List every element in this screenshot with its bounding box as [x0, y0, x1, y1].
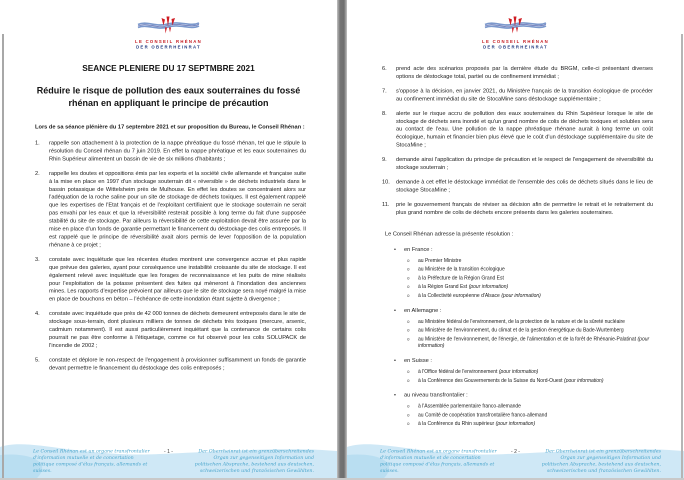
resolution-recipients-intro: Le Conseil Rhénan adresse la présente résolution : [385, 230, 514, 237]
item-text: s'oppose à la décision, en janvier 2021, du Ministère français de la transition écologique de procéder au confinement immédiat du site de StocaMine sans déstockage supplémentaire ; [396, 87, 653, 102]
recipient-group-switzerland [394, 357, 653, 384]
recipient-text: au Ministère fédéral de l'environnement, de la protection de la nature et de la sûreté nucléaire [418, 318, 625, 325]
circle-bullet-icon: o [407, 292, 410, 298]
footer-text-de: Der Oberrheinrat ist ein grenzüberschreitendes Organ zur gegenseitigen Information und politischen Absprache, bestehend aus deutschen, schweizerischen und französischen Gewählten. [194, 448, 314, 474]
recipient-entry [407, 327, 653, 334]
recipient-text: au Ministère de la transition écologique [418, 266, 505, 273]
council-logo [0, 0, 337, 50]
logo-name-fr: LE CONSEIL RHÉNAN [135, 39, 202, 44]
recipient-entry [407, 403, 653, 410]
recipient-note: (pour information) [468, 284, 509, 290]
resolution-item-2 [35, 170, 306, 250]
resolution-item-5 [35, 356, 306, 372]
recipient-text: à la Préfecture de la Région Grand Est [418, 275, 504, 281]
item-number: 5. [35, 356, 40, 363]
recipient-text: au Comité de coopération transfrontalière franco-allemand [418, 412, 548, 418]
item-number: 2. [35, 170, 40, 177]
bullet-icon: • [394, 357, 396, 364]
logo-name-de: DER OBERRHEINRAT [483, 44, 548, 50]
page-footer [0, 424, 337, 480]
circle-bullet-icon: o [407, 266, 410, 272]
resolution-item-3 [35, 256, 306, 304]
recipient-group-header [394, 307, 653, 315]
recipient-entry [407, 412, 653, 419]
logo-name-fr: LE CONSEIL RHÉNAN [482, 39, 549, 44]
circle-bullet-icon: o [407, 368, 410, 374]
region-label: au niveau transfrontalier : [404, 392, 468, 399]
recipient-group-france [394, 246, 653, 299]
item-text: constate avec inquiétude que près de 42 000 tonnes de déchets demeurent entreposés dans le site de stockage sous-terrain, dont plusieurs milliers de tonnes de déchets très toxiques (mercure, arsenic, cadmium notamment). Il est aussi particulièrement inquiétant que la contenance de certains colis pourrait ne pas être conforme à l'étiquetage, comme ce fut observé pour les colis SOLUPACK de l'incendie de 2002 ; [49, 310, 306, 349]
resolution-item-8 [382, 110, 653, 150]
footer-text-fr: Le Conseil Rhénan est un organe transfrontalier d'information mutuelle et de concertation politique composé d'élus français, allemands et suisses. [33, 448, 150, 474]
footer-text-de: Der Oberrheinrat ist ein grenzüberschreitendes Organ zur gegenseitigen Information und politischen Absprache, bestehend aus deutschen, schweizerischen und französischen Gewählten. [541, 448, 661, 474]
page-number: - 1 - [164, 449, 173, 455]
session-heading: SEANCE PLENIERE DU 17 SEPTMBRE 2021 [82, 64, 255, 73]
item-number: 7. [382, 87, 387, 94]
resolution-item-1 [35, 140, 306, 164]
item-number: 8. [382, 110, 387, 117]
recipient-entry [407, 257, 653, 264]
item-text: rappelle son attachement à la protection de la nappe phréatique du fossé rhénan, tel que le stipule la résolution du Conseil rhénan du 7 juin 2019. En effet la nappe phréatique et les eaux souterraines du Rhin Supérieur alimentent un bassin de vie de six millions d'habitants ; [49, 140, 306, 162]
page-1 [0, 0, 337, 480]
resolution-item-10 [382, 178, 653, 194]
circle-bullet-icon: o [407, 377, 410, 383]
resolution-item-4 [35, 310, 306, 350]
recipient-text: au Ministère de l'environnement, de l'énergie, de l'alimentation et de la forêt de Rhénanie-Palatinat [418, 336, 636, 342]
recipient-text: à la Région Grand Est [418, 284, 468, 290]
bullet-icon: • [394, 307, 396, 314]
recipient-note: (pour information) [418, 336, 650, 349]
circle-bullet-icon: o [407, 412, 410, 418]
recipient-group-germany [394, 307, 653, 350]
circle-bullet-icon: o [407, 403, 410, 409]
recipient-text: à l'Assemblée parlementaire franco-allemande [418, 403, 521, 410]
page-footer [347, 424, 684, 480]
item-text: alerte sur le risque accru de pollution des eaux souterraines du Rhin Supérieur lorsque le site de stockage de déchets sera inondé et qu'un grand nombre de colis de déchets toxiques et solubles sera au contact de l'eau. Une pollution de la nappe phréatique rhénane aurait à long terme un coût écologique, humain et financier bien plus élevé que le coût d'un déstockage supplémentaire du site de StocaMine ; [396, 110, 653, 149]
item-number: 10. [382, 178, 390, 185]
item-number: 4. [35, 310, 40, 317]
resolution-item-6 [382, 65, 653, 81]
page-gap [337, 0, 347, 480]
region-label: en Allemagne : [404, 307, 442, 314]
viewer-right-edge [681, 34, 683, 480]
circle-bullet-icon: o [407, 318, 410, 324]
council-logo [347, 0, 684, 50]
resolution-item-7 [382, 87, 653, 103]
recipient-entry [407, 336, 653, 350]
logo-name-de: DER OBERRHEINRAT [136, 44, 201, 50]
recipient-text: au Ministère de l'environnement, du climat et de la gestion énergétique du Bade-Wurtemberg [418, 327, 624, 334]
item-text: prend acte des scénarios proposés par la dernière étude du BRGM, celle-ci présentant diverses options de déstockage total, partiel ou de confinement immédiat ; [396, 65, 653, 80]
region-label: en Suisse : [404, 357, 432, 364]
resolution-list-1 [0, 140, 337, 373]
item-number: 6. [382, 65, 387, 72]
recipient-group-header [394, 392, 653, 400]
item-text: demande à cet effet le déstockage immédiat de l'ensemble des colis de déchets situés dans le lieu de stockage StocaMine ; [396, 178, 653, 193]
recipient-note: (pour information) [495, 421, 536, 427]
recipient-entry [407, 368, 653, 375]
recipient-text: à la Conférence du Rhin supérieur [418, 421, 495, 427]
circle-bullet-icon: o [407, 257, 410, 263]
recipient-entry [407, 266, 653, 273]
resolution-item-11 [382, 201, 653, 217]
resolution-list-2 [347, 65, 684, 217]
footer-text-fr: Le Conseil Rhénan est un organe transfrontalier d'information mutuelle et de concertation politique composé d'élus français, allemands et suisses. [380, 448, 497, 474]
document-title: Réduire le risque de pollution des eaux souterraines du fossé rhénan en appliquant le principe de précaution [36, 85, 301, 108]
circle-bullet-icon: o [407, 275, 410, 281]
rhine-council-logo-icon [136, 16, 201, 37]
resolution-item-9 [382, 156, 653, 172]
item-number: 11. [382, 201, 390, 208]
item-number: 3. [35, 256, 40, 263]
recipient-text: à la Collectivité européenne d'Alsace [418, 292, 500, 299]
recipient-entry [407, 275, 653, 282]
recipient-note: (pour information) [498, 368, 539, 375]
recipient-entry [407, 284, 653, 291]
item-text: demande ainsi l'application du principe de précaution et le respect de l'engagement de réversibilité du stockage souterrain ; [396, 156, 653, 171]
circle-bullet-icon: o [407, 327, 410, 333]
item-number: 9. [382, 156, 387, 163]
recipient-entry [407, 318, 653, 325]
circle-bullet-icon: o [407, 421, 410, 427]
item-text: prie le gouvernement français de réviser sa décision afin de permettre le retrait et le retraitement du plus grand nombre de colis de déchets encore présents dans les galeries souterraines. [396, 201, 653, 216]
recipient-text: à l'Office fédéral de l'environnement [418, 368, 498, 375]
page-number: - 2 - [511, 449, 520, 455]
recipient-text: au Premier Ministre [418, 257, 462, 264]
item-number: 1. [35, 140, 40, 146]
recipient-group-header [394, 357, 653, 365]
bullet-icon: • [394, 246, 396, 253]
item-text: rappelle les doutes et oppositions émis par les experts et la société civile allemande et française suite à la mise en place en 1997 d'un stockage souterrain dit « réversible » de déchets industriels dans le bassin potassique de Wittelsheim près de Mulhouse. En effet les doutes se concentraient alors sur l'adéquation de la roche saline pour un site de stockage de déchets toxiques. Il est également rappelé que les expertises de l'Etat français et de l'exploitant certifiaient que le stockage souterrain ne serait pas envahi par les eaux et que la réversibilité resterait possible à long terme du fait d'une supposée stabilité du site de stockage. Par ailleurs la réversibilité de cette exploitation devait être assurée par la mise en place d'un fonds de garantie permettant le financement du déstockage des colis entreposés. Il est rappelé que le principe de réversibilité avait alors permis de lever l'opposition de la population rhénane à ce projet ; [49, 170, 306, 248]
item-text: constate et déplore le non-respect de l'engagement à provisionner suffisamment un fonds de garantie devant permettre le financement du déstockage des colis entreposés ; [49, 356, 306, 371]
recipient-note: (pour information) [501, 292, 541, 299]
rhine-council-logo-icon [483, 16, 548, 37]
intro-paragraph: Lors de sa séance plénière du 17 septembre 2021 et sur proposition du Bureau, le Conseil Rhénan : [35, 124, 305, 130]
circle-bullet-icon: o [407, 284, 410, 290]
circle-bullet-icon: o [407, 336, 410, 342]
recipient-entry [407, 292, 653, 299]
bullet-icon: • [394, 392, 396, 399]
recipient-note: (pour information) [564, 377, 604, 384]
recipient-group-header [394, 246, 653, 254]
region-label: en France : [404, 246, 433, 253]
recipient-group-crossborder [394, 392, 653, 428]
item-text: constate avec inquiétude que les récentes études montrent une convergence accrue et plus rapide que prévue des galeries, ayant pour conséquence une instabilité croissante du site de stockage. Il est également relevé avec inquiétude que les forages de reconnaissance et les puits de mine réalisés pour l'exploitation de la potasse présentent des fuites qui mèneront à l'inondation des anciennes mines. Les rapports d'expertise prévoient par ailleurs que le site de stockage sera noyé malgré la mise en place de bouchons en béton – l'échéance de cette inondation étant sujette à divergence ; [49, 256, 306, 303]
page-2 [347, 0, 684, 480]
recipients-list [347, 246, 684, 428]
viewer-left-edge [2, 34, 4, 480]
recipient-text: à la Conférence des Gouvernements de la Suisse du Nord-Ouest [418, 377, 563, 384]
recipient-entry [407, 377, 653, 384]
